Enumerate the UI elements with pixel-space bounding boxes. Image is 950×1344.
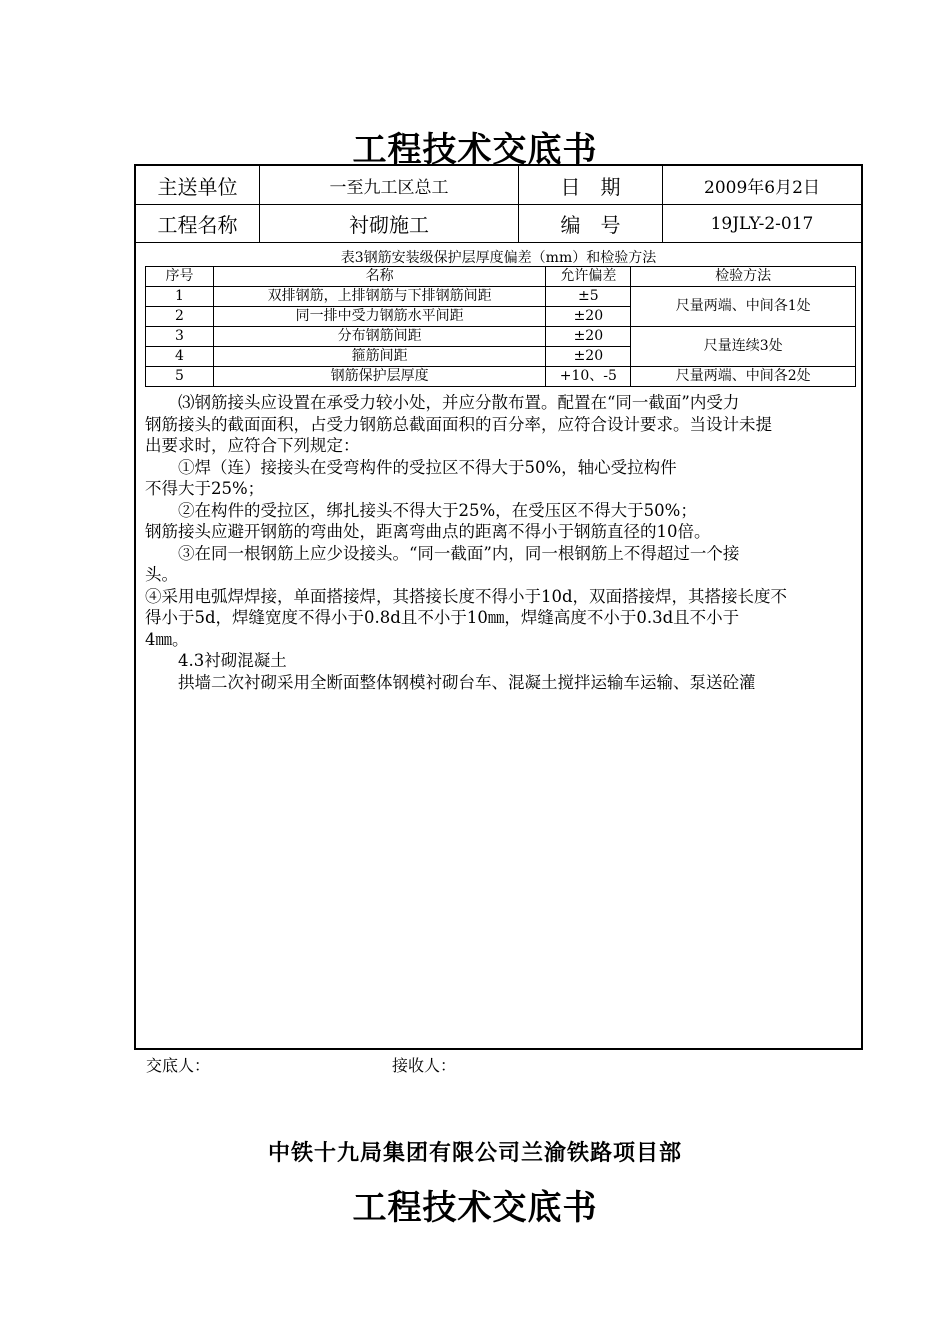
cell-method: 尺量两端、中间各1处 (631, 287, 856, 327)
text-line: 钢筋接头应避开钢筋的弯曲处，距离弯曲点的距离不得小于钢筋直径的10倍。 (145, 522, 711, 541)
header-value-recipient: 一至九工区总工 (260, 166, 519, 205)
cell-tolerance: ±5 (546, 287, 631, 307)
header-label-number: 编 号 (519, 205, 663, 243)
text-line: 得小于5d，焊缝宽度不得小于0.8d且不小于10㎜，焊缝高度不小于0.3d且不小于 (145, 608, 740, 627)
table-row (146, 287, 856, 307)
cell-no: 1 (146, 287, 214, 307)
cell-method: 尺量两端、中间各2处 (631, 367, 856, 387)
text-line: ②在构件的受拉区，绑扎接头不得大于25%，在受压区不得大于50%； (145, 500, 697, 520)
text-line: ①焊（连）接接头在受弯构件的受拉区不得大于50%，轴心受拉构件 (145, 457, 677, 477)
header-label-recipient: 主送单位 (136, 166, 260, 205)
table-header-row (146, 267, 856, 287)
header-value-project: 衬砌施工 (260, 205, 519, 243)
header-label-date: 日 期 (519, 166, 663, 205)
header-label-project: 工程名称 (136, 205, 260, 243)
column-header: 名称 (213, 267, 545, 287)
cell-tolerance: +10、-5 (546, 367, 631, 387)
organization-name: 中铁十九局集团有限公司兰渝铁路项目部 (267, 1140, 682, 1166)
text-line: 不得大于25%； (145, 479, 265, 498)
tolerance-table (145, 266, 856, 387)
document-frame (134, 164, 863, 1050)
cell-no: 3 (146, 327, 214, 347)
receiver-label: 接收人： (392, 1056, 457, 1075)
cell-name: 钢筋保护层厚度 (213, 367, 545, 387)
cell-no: 4 (146, 347, 214, 367)
cell-method: 尺量连续3处 (631, 327, 856, 367)
cell-name: 分布钢筋间距 (213, 327, 545, 347)
text-line: 头。 (145, 565, 178, 584)
column-header: 允许偏差 (546, 267, 631, 287)
table-row (146, 327, 856, 347)
cell-name: 同一排中受力钢筋水平间距 (213, 307, 545, 327)
cell-no: 5 (146, 367, 214, 387)
column-header: 检验方法 (631, 267, 856, 287)
text-line: 出要求时，应符合下列规定： (145, 436, 360, 455)
page-title: 工程技术交底书 (352, 130, 598, 170)
text-line: 4.3衬砌混凝土 (145, 651, 287, 670)
text-line: ⑶钢筋接头应设置在承受力较小处，并应分散布置。配置在“同一截面”内受力 (145, 393, 740, 412)
header-value-number: 19JLY-2-017 (663, 205, 861, 243)
table-caption: 表3钢筋安装级保护层厚度偏差（mm）和检验方法 (340, 250, 657, 266)
cell-name: 双排钢筋，上排钢筋与下排钢筋间距 (213, 287, 545, 307)
text-line: 钢筋接头的截面面积，占受力钢筋总截面面积的百分率，应符合设计要求。当设计未提 (145, 414, 772, 434)
next-page-title: 工程技术交底书 (352, 1188, 598, 1228)
cell-tolerance: ±20 (546, 307, 631, 327)
text-line: ④采用电弧焊焊接，单面搭接焊，其搭接长度不得小于10d，双面搭接焊，其搭接长度不 (145, 586, 788, 606)
cell-tolerance: ±20 (546, 347, 631, 367)
column-header: 序号 (146, 267, 214, 287)
table-row (146, 367, 856, 387)
text-line: 4㎜。 (145, 629, 189, 649)
cell-tolerance: ±20 (546, 327, 631, 347)
text-line: 拱墙二次衬砌采用全断面整体钢模衬砌台车、混凝土搅拌运输车运输、泵送砼灌 (145, 672, 756, 692)
giver-label: 交底人： (146, 1056, 211, 1075)
cell-name: 箍筋间距 (213, 347, 545, 367)
body-text (145, 392, 857, 693)
text-line: ③在同一根钢筋上应少设接头。“同一截面”内，同一根钢筋上不得超过一个接 (145, 543, 740, 563)
header-value-date: 2009年6月2日 (663, 166, 861, 205)
cell-no: 2 (146, 307, 214, 327)
